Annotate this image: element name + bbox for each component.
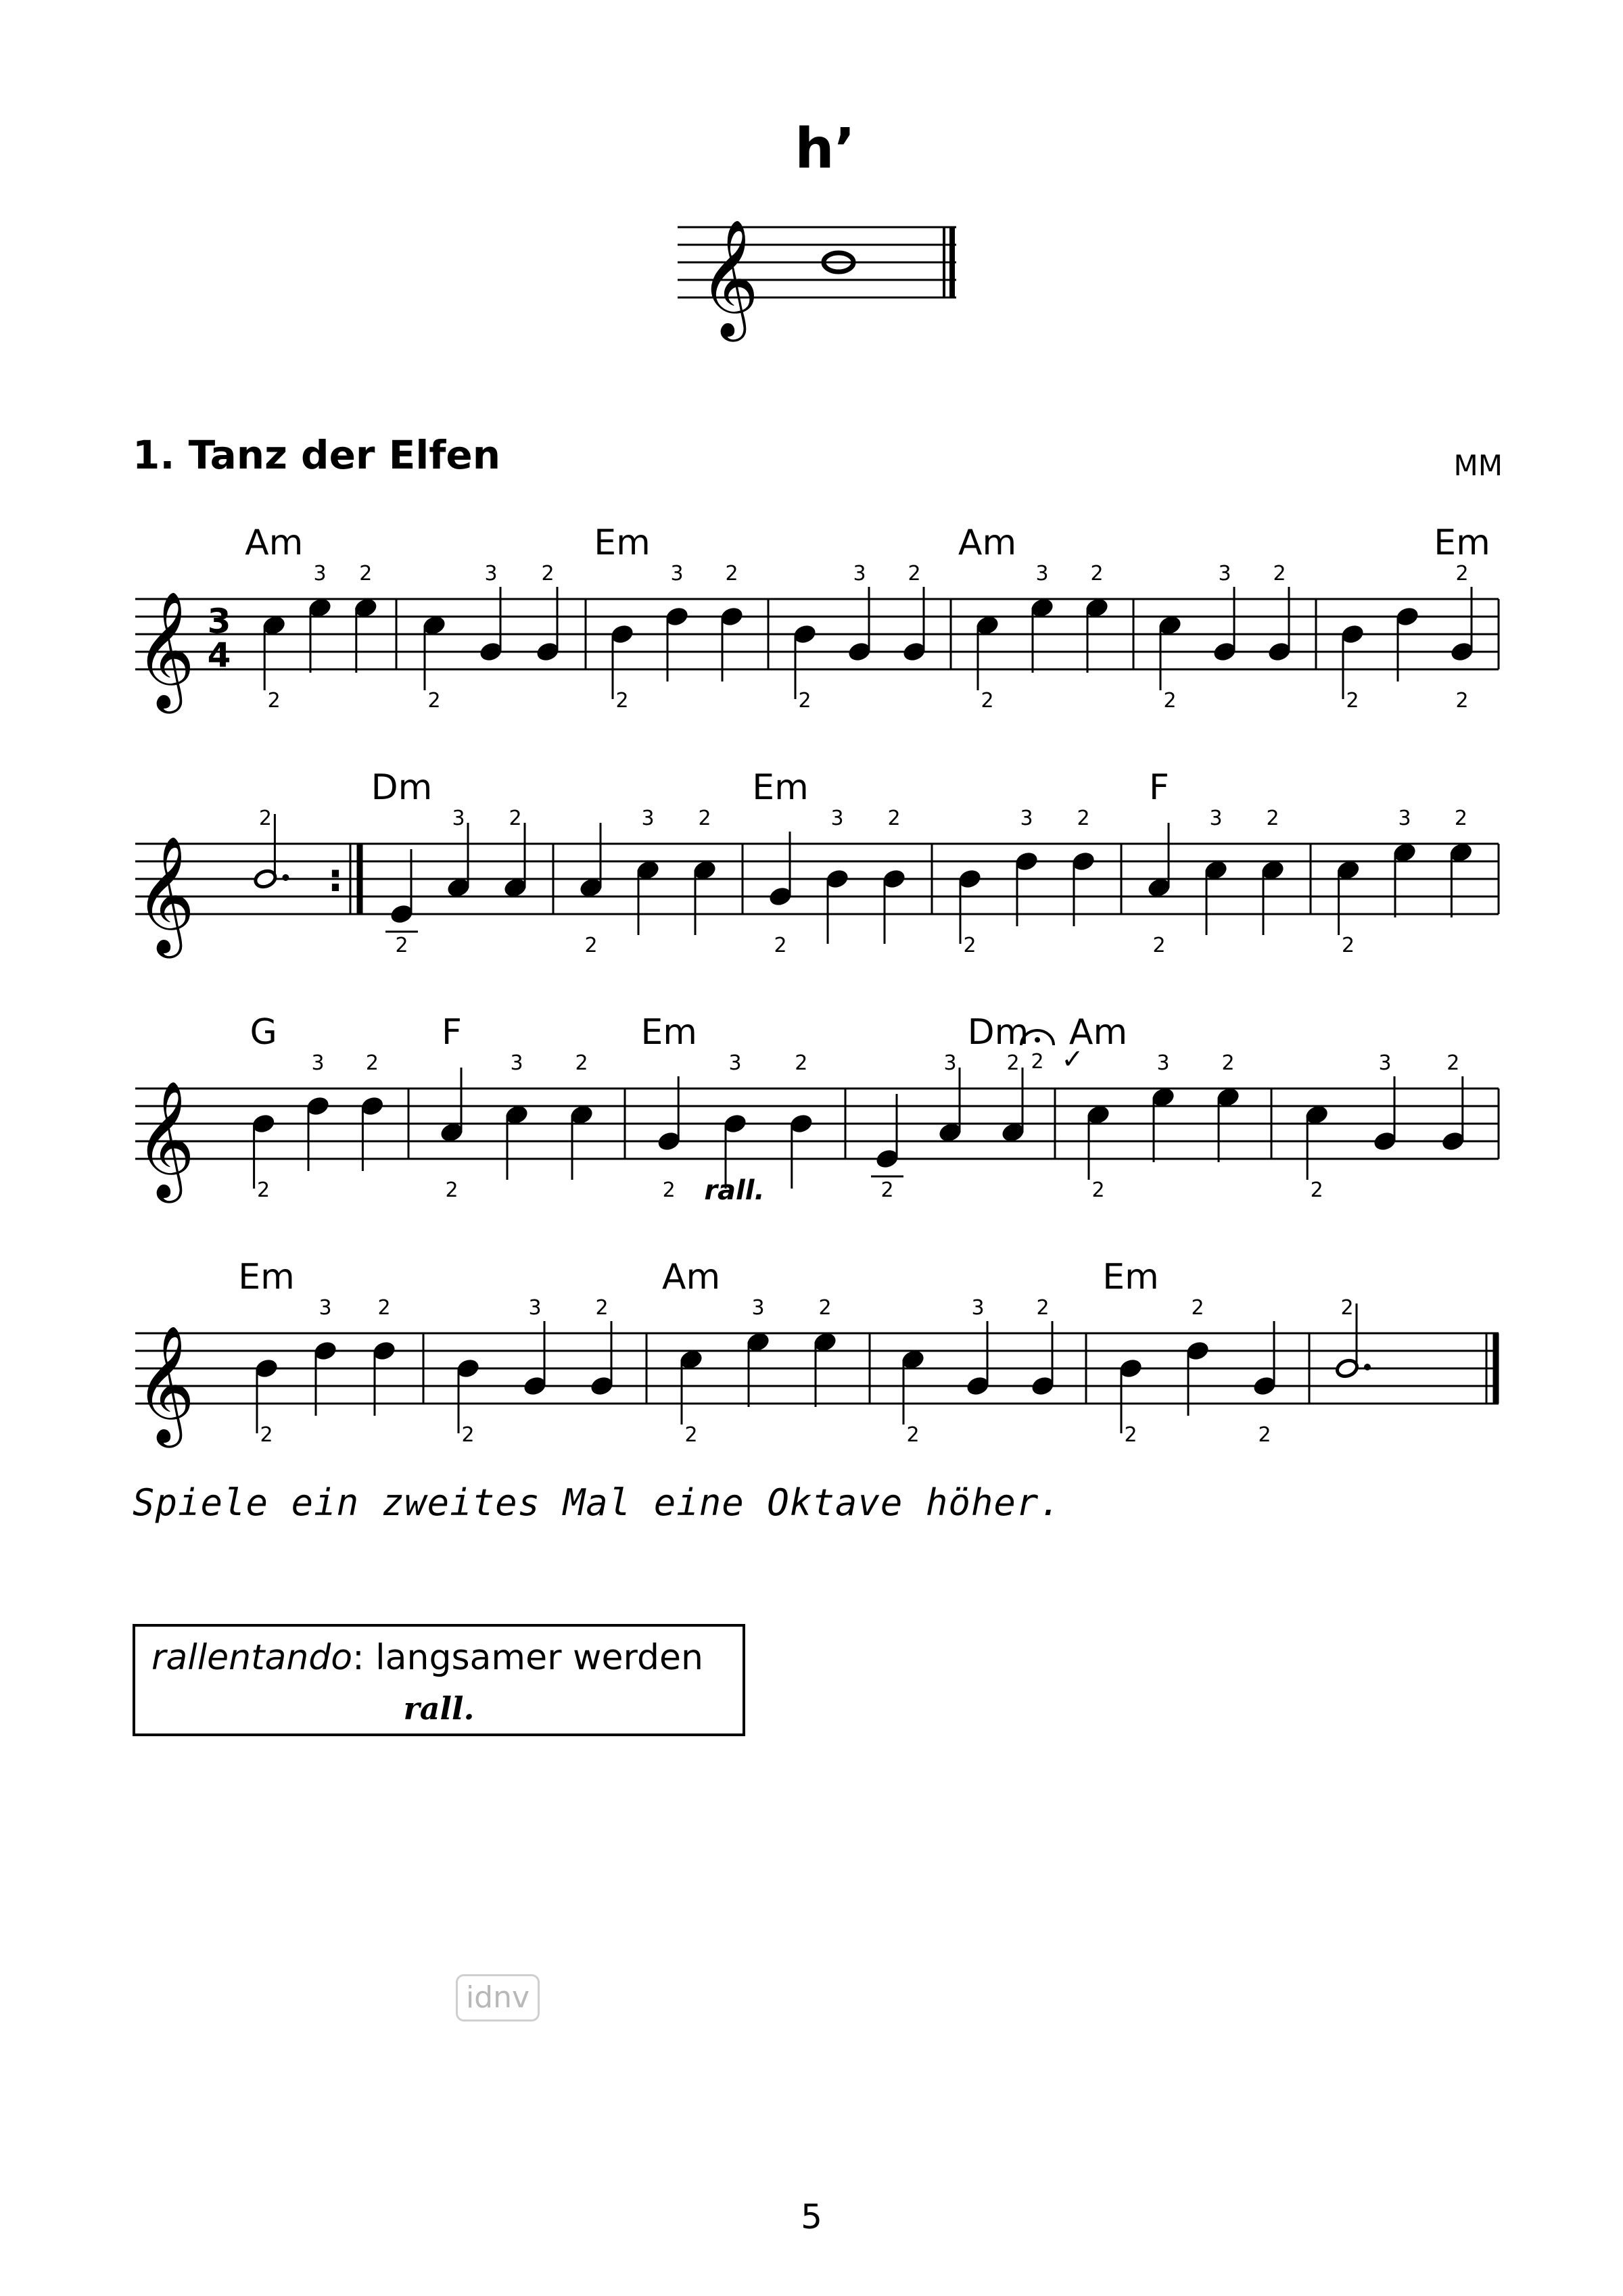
fingering-number: 3	[853, 562, 866, 585]
treble-clef-icon: 𝄞	[135, 1325, 195, 1443]
augmentation-dot	[1364, 1364, 1371, 1370]
quarter-note	[306, 1051, 330, 1171]
quarter-note	[1441, 1051, 1465, 1152]
measure	[932, 807, 1096, 957]
quarter-note	[503, 807, 527, 899]
fingering-number: 2	[1077, 807, 1090, 830]
fingering-number: 2	[365, 1051, 379, 1075]
fingering-number: 3	[670, 562, 684, 585]
fermata-fingering: 2	[1031, 1050, 1044, 1074]
term-separator: :	[352, 1637, 364, 1678]
fingering-number: 3	[1020, 807, 1033, 830]
quarter-note	[1213, 562, 1237, 663]
fingering-number: 3	[641, 807, 655, 830]
fingering-number: 3	[313, 562, 327, 585]
quarter-note	[679, 1349, 703, 1447]
chord-symbol: Em	[1102, 1257, 1159, 1297]
fingering-number: 2	[906, 1423, 920, 1447]
fingering-number: 2	[662, 1178, 676, 1202]
fingering-number: 3	[1378, 1051, 1392, 1075]
treble-clef-icon: 𝄞	[135, 836, 195, 953]
fingering-number: 2	[1191, 1296, 1204, 1320]
fingering-number: 2	[698, 807, 711, 830]
fingering-number: 3	[728, 1051, 742, 1075]
fingering-number: 2	[257, 1178, 270, 1202]
fingering-number: 2	[798, 689, 812, 713]
quarter-note	[720, 562, 744, 681]
fingering-number: 2	[260, 1423, 273, 1447]
fingering-number: 2	[887, 807, 901, 830]
quarter-note	[536, 562, 560, 663]
measure	[1311, 807, 1473, 957]
measure	[253, 807, 289, 890]
intro-staff	[678, 219, 956, 342]
term-definition: langsamer werden	[364, 1637, 703, 1678]
fingering-number: 2	[1163, 689, 1177, 713]
fingering-number: 2	[908, 562, 921, 585]
fingering-number: 2	[684, 1423, 698, 1447]
quarter-note	[789, 1051, 814, 1189]
fingering-number: 3	[1218, 562, 1231, 585]
chord-symbol: Am	[958, 523, 1017, 563]
quarter-note	[1119, 1358, 1143, 1447]
fingering-number: 3	[452, 807, 465, 830]
treble-clef-icon: 𝄞	[699, 219, 759, 337]
term-word: rallentando	[151, 1637, 353, 1678]
quarter-note	[610, 623, 634, 713]
fingering-number: 2	[1346, 689, 1359, 713]
chord-symbol: Am	[1068, 1012, 1128, 1053]
fingering-number: 2	[1310, 1178, 1323, 1202]
measure	[553, 807, 717, 957]
breath-mark: ✓	[1061, 1044, 1084, 1075]
staff-system	[135, 1012, 1499, 1206]
quarter-note	[1158, 615, 1182, 713]
half-note	[1335, 1296, 1371, 1379]
chord-symbol: Am	[661, 1257, 721, 1297]
fingering-number: 2	[1455, 562, 1469, 585]
quarter-note	[1373, 1051, 1397, 1152]
fingering-number: 2	[541, 562, 555, 585]
term-symbol: rall.	[403, 1690, 475, 1727]
fingering-number: 2	[377, 1296, 391, 1320]
fingering-number: 2	[725, 562, 738, 585]
quarter-note	[723, 1051, 747, 1189]
quarter-note	[385, 849, 418, 957]
publisher-watermark: idnv	[456, 1974, 540, 2022]
quarter-note	[1014, 807, 1039, 926]
fingering-number: 2	[359, 562, 373, 585]
measure	[1271, 1051, 1465, 1202]
quarter-note	[938, 1051, 962, 1143]
chord-symbol: Em	[640, 1012, 697, 1053]
quarter-note	[871, 1094, 903, 1202]
quarter-note	[768, 832, 793, 957]
fingering-number: 2	[1006, 1051, 1020, 1075]
composer-initials: MM	[1453, 449, 1503, 482]
fingering-number: 3	[319, 1296, 332, 1320]
fingering-number: 2	[1342, 934, 1355, 957]
fingering-number: 3	[830, 807, 844, 830]
quarter-note	[665, 562, 689, 681]
fingering-number: 2	[258, 807, 272, 830]
quarter-note	[966, 1296, 990, 1397]
half-note	[253, 807, 289, 890]
fingering-number: 2	[795, 1051, 808, 1075]
fingering-number: 2	[615, 689, 629, 713]
measure	[768, 562, 926, 713]
measure	[870, 1296, 1055, 1447]
fingering-number: 3	[311, 1051, 325, 1075]
measure	[423, 1296, 614, 1447]
fingering-number: 3	[751, 1296, 765, 1320]
fingering-number: 2	[1340, 1296, 1354, 1320]
fingering-number: 2	[1221, 1051, 1235, 1075]
fingering-number: 2	[1273, 562, 1286, 585]
fingering-number: 2	[818, 1296, 832, 1320]
quarter-note	[504, 1051, 529, 1180]
quarter-note	[252, 1113, 276, 1202]
fingering-number: 2	[1152, 934, 1166, 957]
chord-symbol: Em	[752, 767, 809, 808]
quarter-note	[1071, 807, 1096, 926]
quarter-note	[360, 1051, 384, 1171]
measure	[396, 562, 560, 713]
fingering-number: 3	[484, 562, 498, 585]
fingering-number: 3	[971, 1296, 985, 1320]
quarter-note	[456, 1358, 480, 1447]
quarter-note	[1450, 562, 1474, 713]
treble-clef-icon: 𝄞	[135, 591, 195, 709]
fingering-number: 3	[510, 1051, 523, 1075]
chord-symbol: Dm	[967, 1012, 1029, 1053]
fingering-number: 2	[584, 934, 598, 957]
performance-instruction: Spiele ein zweites Mal eine Oktave höher.	[133, 1481, 1062, 1524]
quarter-note	[825, 807, 849, 944]
chord-symbol: F	[442, 1012, 462, 1053]
fingering-number: 2	[445, 1178, 458, 1202]
quarter-note	[1204, 807, 1228, 935]
fingering-number: 3	[1156, 1051, 1170, 1075]
chord-symbol: Em	[594, 523, 651, 563]
quarter-note	[657, 1076, 681, 1202]
fingering-number: 2	[981, 689, 994, 713]
quarter-note	[1261, 807, 1285, 935]
fingering-number: 3	[1398, 807, 1411, 830]
quarter-note	[254, 1358, 279, 1447]
quarter-note	[692, 807, 717, 935]
quarter-note	[1336, 859, 1361, 957]
fingering-number: 3	[1209, 807, 1223, 830]
fingering-number: 2	[1266, 807, 1279, 830]
intro-note-name: h’	[795, 117, 855, 181]
quarter-note	[847, 562, 872, 663]
chord-symbol: Em	[238, 1257, 295, 1297]
quarter-note	[1304, 1104, 1329, 1202]
piece-title: 1. Tanz der Elfen	[133, 432, 501, 478]
fermata-dot	[1035, 1037, 1040, 1043]
quarter-note	[1340, 623, 1365, 713]
quarter-note	[902, 562, 926, 663]
quarter-note	[313, 1296, 337, 1416]
staff-system	[135, 1257, 1499, 1448]
fingering-number: 2	[774, 934, 787, 957]
fingering-number: 3	[1035, 562, 1049, 585]
time-signature-bottom: 4	[207, 636, 231, 675]
fingering-number: 2	[461, 1423, 475, 1447]
page-number: 5	[801, 2197, 822, 2237]
rall-marking: rall.	[704, 1175, 765, 1206]
fingering-number: 2	[427, 689, 441, 713]
measure	[1133, 562, 1292, 713]
time-signature-top: 3	[207, 602, 231, 641]
quarter-note	[958, 868, 982, 957]
chord-symbol: Dm	[371, 767, 433, 808]
quarter-note	[1001, 1051, 1025, 1143]
quarter-note	[1086, 1104, 1110, 1202]
fingering-number: 2	[880, 1178, 894, 1202]
quarter-note	[636, 807, 660, 935]
quarter-note	[975, 615, 999, 713]
fingering-number: 2	[1090, 562, 1104, 585]
quarter-note	[569, 1051, 594, 1180]
fingering-number: 2	[1455, 689, 1469, 713]
quarter-note	[901, 1349, 925, 1447]
fingering-number: 2	[1091, 1178, 1105, 1202]
fingering-number: 2	[395, 934, 408, 957]
fingering-number: 2	[595, 1296, 609, 1320]
quarter-note	[1267, 562, 1292, 663]
quarter-note	[523, 1296, 547, 1397]
quarter-note	[372, 1296, 396, 1416]
fingering-number: 2	[1036, 1296, 1050, 1320]
fingering-number: 3	[528, 1296, 542, 1320]
repeat-dots: :	[327, 855, 344, 901]
fingering-number: 2	[1446, 1051, 1460, 1075]
term-definition-line	[151, 1637, 703, 1678]
chord-symbol: G	[250, 1012, 277, 1053]
fingering-number: 3	[943, 1051, 957, 1075]
augmentation-dot	[282, 874, 289, 881]
quarter-note	[422, 615, 446, 713]
treble-clef-icon: 𝄞	[135, 1080, 195, 1198]
quarter-note	[793, 623, 817, 713]
quarter-note	[446, 807, 471, 899]
quarter-note	[1185, 1296, 1210, 1416]
fingering-number: 2	[575, 1051, 588, 1075]
quarter-note	[882, 807, 906, 944]
chord-symbol: Em	[1434, 523, 1490, 563]
fingering-number: 2	[963, 934, 977, 957]
fingering-number: 2	[1258, 1423, 1271, 1447]
staff-system	[135, 767, 1499, 959]
fingering-number: 2	[509, 807, 522, 830]
quarter-note	[590, 1296, 614, 1397]
quarter-note	[262, 615, 286, 713]
fingering-number: 2	[267, 689, 281, 713]
chord-symbol: Am	[245, 523, 304, 563]
quarter-note	[479, 562, 503, 663]
fingering-number: 2	[1454, 807, 1467, 830]
chord-symbol: F	[1149, 767, 1169, 808]
quarter-note	[1252, 1321, 1277, 1447]
quarter-note	[1031, 1296, 1055, 1397]
fingering-number: 2	[1124, 1423, 1137, 1447]
staff-system	[135, 523, 1499, 714]
term-definition-box	[133, 1624, 745, 1736]
